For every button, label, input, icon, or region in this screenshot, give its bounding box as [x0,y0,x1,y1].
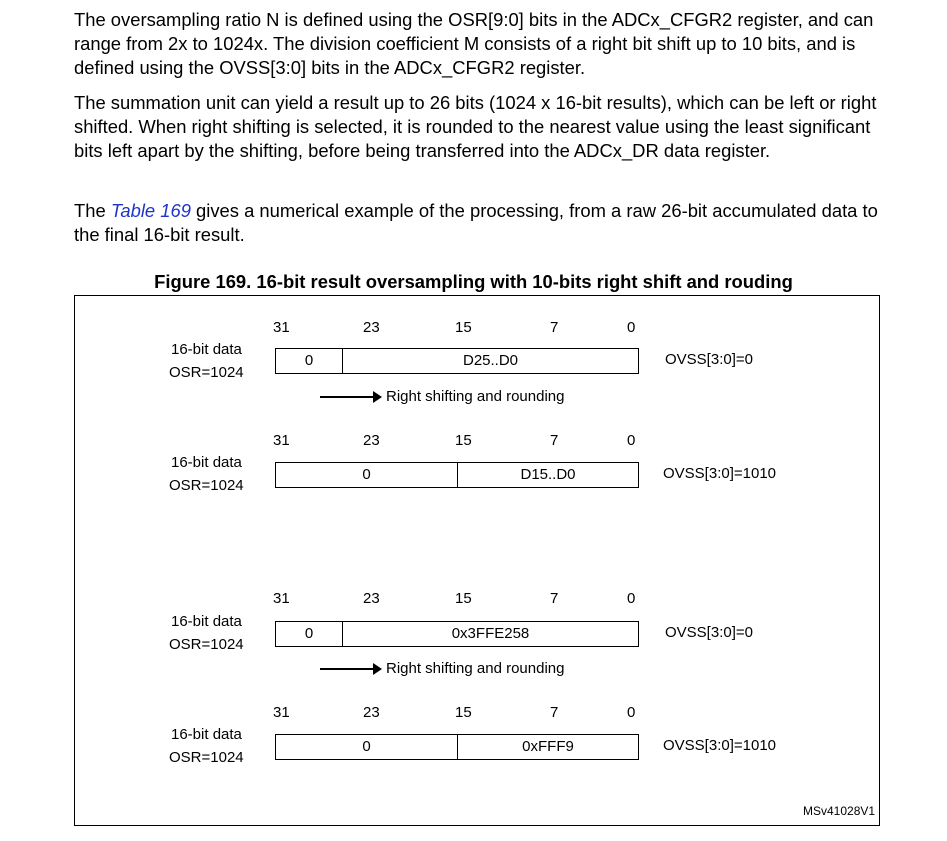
ovss-label: OVSS[3:0]=0 [665,624,753,641]
bit-label-0: 0 [627,590,636,607]
paragraph-prefix: The [74,200,111,221]
register-cell-data: D25..D0 [462,352,519,369]
register-cell-data: 0xFFF9 [522,738,574,755]
paragraph-suffix: gives a numerical example of the processing, from a raw 26-bit accumulated data to the final 16-bit result. [74,200,878,245]
register-cell-high: 0 [362,466,371,483]
register-cell-data: D15..D0 [520,466,576,483]
register-divider [457,735,458,759]
bit-label-15: 15 [455,590,472,607]
bit-label-15: 15 [455,319,472,336]
row-label-osr: OSR=1024 [169,636,244,653]
row-label-data: 16-bit data [171,726,242,743]
bit-label-31: 31 [273,590,290,607]
paragraph-summation-unit: The summation unit can yield a result up to 26 bits (1024 x 16-bit results), which can be left or right shifted. When right shifting is selected, it is rounded to the nearest value using the least significant bits left apart by the shifting, before being transferred into the ADCx_DR data register. [74,92,877,161]
bit-label-23: 23 [363,432,380,449]
register-cell-data: 0x3FFE258 [451,625,530,642]
register-divider [457,463,458,487]
arrow-caption: Right shifting and rounding [386,660,565,677]
row-label-data: 16-bit data [171,454,242,471]
register-divider [342,349,343,373]
bit-label-15: 15 [455,432,472,449]
right-arrow-icon [320,668,380,670]
bit-label-15: 15 [455,704,472,721]
bit-label-0: 0 [627,704,636,721]
register-cell-msb: 0 [304,625,314,642]
ovss-label: OVSS[3:0]=1010 [663,465,776,482]
register-row-1 [275,348,639,374]
ovss-label: OVSS[3:0]=1010 [663,737,776,754]
row-label-osr: OSR=1024 [169,364,244,381]
register-cell-high: 0 [362,738,371,755]
row-label-osr: OSR=1024 [169,477,244,494]
ovss-label: OVSS[3:0]=0 [665,351,753,368]
bit-label-31: 31 [273,432,290,449]
bit-label-0: 0 [627,432,636,449]
bit-label-23: 23 [363,704,380,721]
right-arrow-icon [320,396,380,398]
row-label-data: 16-bit data [171,613,242,630]
paragraph-oversampling-ratio: The oversampling ratio N is defined using the OSR[9:0] bits in the ADCx_CFGR2 register, and can range from 2x to 1024x. The division coefficient M consists of a right bit shift up to 10 bits, and is defined using the OVSS[3:0] bits in the ADCx_CFGR2 register. [74,9,874,78]
figure-title: Figure 169. 16-bit result oversampling with 10-bits right shift and rouding [154,271,793,292]
register-row-4 [275,734,639,760]
row-label-data: 16-bit data [171,341,242,358]
bit-label-7: 7 [550,432,559,449]
bit-label-23: 23 [363,319,380,336]
bit-label-31: 31 [273,319,290,336]
bit-label-7: 7 [550,590,559,607]
row-label-osr: OSR=1024 [169,749,244,766]
register-divider [342,622,343,646]
bit-label-0: 0 [627,319,636,336]
register-cell-msb: 0 [304,352,314,369]
bit-label-31: 31 [273,704,290,721]
figure-reference-code: MSv41028V1 [803,804,876,818]
bit-label-7: 7 [550,319,559,336]
register-row-2 [275,462,639,488]
bit-label-23: 23 [363,590,380,607]
table-169-link[interactable]: Table 169 [110,200,191,221]
bit-label-7: 7 [550,704,559,721]
paragraph-table-reference [74,199,894,247]
register-row-3 [275,621,639,647]
arrow-caption: Right shifting and rounding [386,388,565,405]
